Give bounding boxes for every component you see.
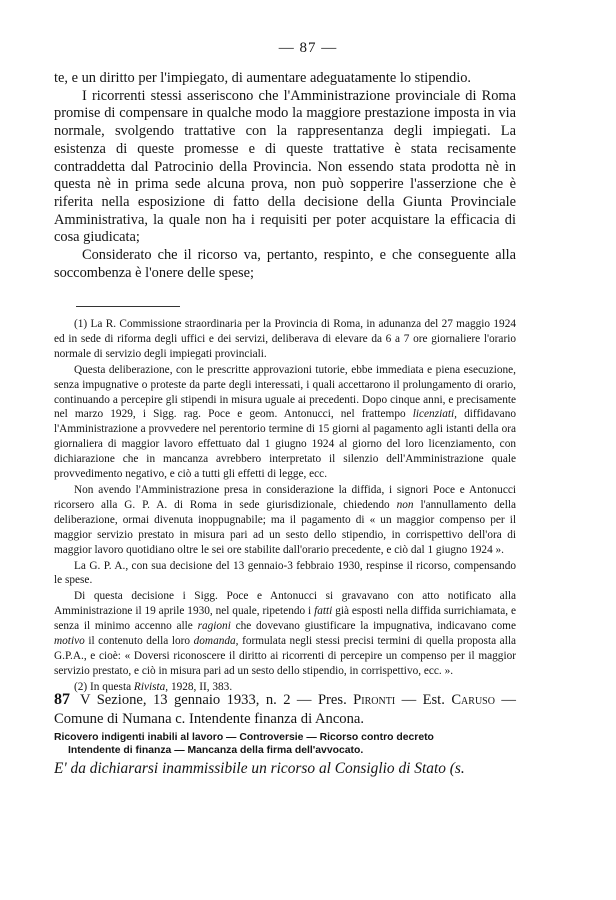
footnote-divider	[76, 306, 180, 307]
paragraph: I ricorrenti stessi asseriscono che l'Amministrazione provinciale di Roma promise di compensare in qualche modo la maggiore prestazione imposta in via normale, svolgendo trattative con la rappresentanza degli impiegati. La esistenza di queste promesse e di queste trattative è stata recisamente contraddetta dal Patrocinio della Provincia. Non essendo stata prodotta nè in questa nè in prima sede alcuna prova, non può sopperire l'asserzione che è riferita nella esposizione di fatto della decisione della Giunta Provinciale Amministrativa, la quale non ha i requisiti per poter acquistare la efficacia di cosa giudicata;	[54, 87, 516, 246]
decision-keywords: Ricovero indigenti inabili al lavoro — Controversie — Ricorso contro decreto Intendente di finanza — Mancanza della firma dell'avvocato.	[54, 732, 434, 756]
decision-heading: 87 V Sezione, 13 gennaio 1933, n. 2 — Pres. Pironti — Est. Caruso — Comune di Numana c. Intendente finanza di Ancona.	[54, 691, 516, 727]
footnotes	[54, 317, 516, 696]
footnote-1-paragraph: Non avendo l'Amministrazione presa in considerazione la diffida, i signori Poce e Antonucci ricorsero alla G. P. A. di Roma in sede giurisdizionale, chiedendo non l'annullamento della deliberazione, ormai divenuta inoppugnabile; ma il pagamento di « un maggior compenso per il maggior servizio prestato in misura pari ad un sesto dello stipendio, in corrispettivo dell'ora di maggior lavoro quotidiano oltre le sei ore stabilite dall'orario precedente, e ciò dal 1 giugno 1924 ».	[54, 483, 516, 556]
rapporteur-name: Caruso	[451, 692, 495, 708]
footnote-2: (2) In questa Rivista, 1928, II, 383.	[74, 680, 233, 693]
footnote-1-paragraph: (1) La R. Commissione straordinaria per la Provincia di Roma, in adunanza del 27 maggio 1924 ed in sede di riforma degli uffici e dei servizi, deliberava di elevare da 6 a 7 ore giornaliere l'orario normale di servizio degli impiegati provinciali.	[54, 318, 516, 360]
page-number: — 87 —	[278, 40, 338, 56]
paragraph: Considerato che il ricorso va, pertanto, respinto, e che conseguente alla soccombenza è l'onere delle spese;	[54, 247, 516, 281]
decision-maxim: E' da dichiararsi inammissibile un ricorso al Consiglio di Stato (s.	[54, 760, 465, 777]
footnote-1-paragraph: La G. P. A., con sua decisione del 13 gennaio-3 febbraio 1930, respinse il ricorso, compensando le spese.	[54, 559, 516, 587]
decision-entry	[54, 690, 516, 778]
decision-number: 87	[54, 691, 70, 708]
paragraph: te, e un diritto per l'impiegato, di aumentare adeguatamente lo stipendio.	[54, 70, 471, 86]
president-name: Pironti	[353, 692, 396, 708]
footnote-1-paragraph: Questa deliberazione, con le prescritte approvazioni tutorie, ebbe immediata e piena esecuzione, senza impugnative o proteste da parte degli interessati, i quali accettarono il prolungamento di orario, continuando a percepire gli stipendi in misura uguale ai precedenti. Dopo cinque anni, e precisamente nel marzo 1929, i Sigg. rag. Poce e geom. Antonucci, nel frattempo licenziati, diffidavano l'Amministrazione a provvedere nel perentorio termine di 15 giorni al pagamento agli istanti della ora giornaliera di maggior lavoro effettuato dal 1 giugno 1924 al giorno del loro licenziamento, con dichiarazione che in mancanza avrebbero interpretato il silenzio dell'Amministrazione quale provvedimento negativo, e ciò a tutti gli effetti di legge, ecc.	[54, 363, 516, 481]
footnote-1-paragraph: Di questa decisione i Sigg. Poce e Antonucci si gravavano con atto notificato alla Amministrazione il 19 aprile 1930, nel quale, ripetendo i fatti già esposti nella diffida surrichiamata, e senza il minimo accenno alle ragioni che dovevano giustificare la impugnativa, indicavano come motivo il contenuto della loro domanda, formulata negli stessi precisi termini di quella proposta alla G.P.A., e cioè: « Doversi riconoscere il diritto ai ricorrenti di percepire un compenso per il maggior servizio prestato, e ciò in misura pari ad un sesto dello stipendio, in corrispettivo, ecc. ».	[54, 590, 517, 677]
main-text	[54, 70, 516, 282]
